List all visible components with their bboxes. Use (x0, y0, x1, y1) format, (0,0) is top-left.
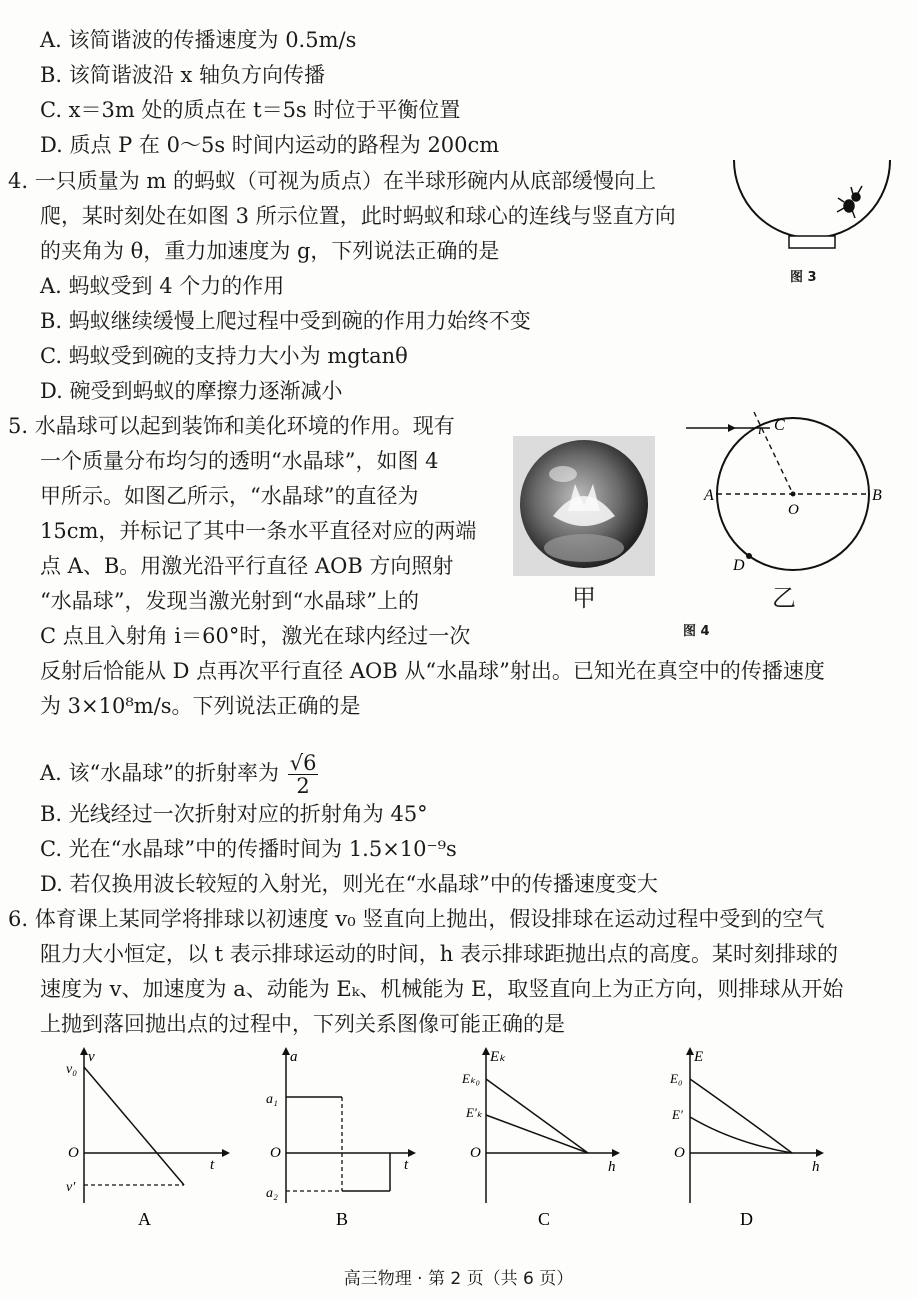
graph-a-y-label: v (88, 1049, 95, 1065)
q3-option-a: A. 该简谐波的传播速度为 0.5m/s (40, 28, 357, 52)
figure-4-label-yi: 乙 (772, 584, 796, 612)
q5-option-d: D. 若仅换用波长较短的入射光，则光在“水晶球”中的传播速度变大 (40, 872, 658, 896)
figure-3-bowl (722, 150, 902, 260)
graph-d-id: D (740, 1209, 753, 1229)
graph-b-id: B (336, 1209, 349, 1229)
q6-stem-line-3: 速度为 v、加速度为 a、动能为 Eₖ、机械能为 E，取竖直向上为正方向，则排球从开始 (40, 977, 844, 1001)
q6-stem-line-2: 阻力大小恒定，以 t 表示排球运动的时间，h 表示排球距抛出点的高度。某时刻排球的 (40, 942, 838, 966)
graph-d-e0-label: E₀ (670, 1071, 683, 1086)
fraction (288, 752, 319, 797)
page-footer: 高三物理 · 第 2 页（共 6 页） (343, 1269, 574, 1289)
q3-option-d: D. 质点 P 在 0～5s 时间内运动的路程为 200cm (40, 133, 500, 157)
q5-stem-line-6: “水晶球”，发现当激光射到“水晶球”上的 (40, 589, 419, 613)
graph-d-x-label: h (812, 1159, 820, 1175)
graph-b-a1-label: a₁ (266, 1092, 278, 1107)
q5-stem-line-3: 甲所示。如图乙所示，“水晶球”的直径为 (40, 484, 419, 508)
graph-c-id: C (538, 1209, 551, 1229)
crystal-ball-photo (513, 436, 655, 576)
graph-d-eprime-label: E′ (672, 1107, 683, 1122)
graph-a-x-label: t (210, 1157, 215, 1173)
figure-4-ray-diagram (680, 410, 895, 580)
graph-c-ek0-label: Eₖ₀ (462, 1071, 480, 1086)
q5-stem-line-2: 一个质量分布均匀的透明“水晶球”，如图 4 (40, 449, 439, 473)
graph-a-velocity-time (60, 1045, 240, 1235)
point-c-label: C (774, 417, 785, 434)
q5-option-b: B. 光线经过一次折射对应的折射角为 45° (40, 802, 428, 826)
graph-c-ekprime-label: E′ₖ (466, 1105, 483, 1120)
graph-a-origin: O (68, 1145, 79, 1161)
q5-stem-line-7: C 点且入射角 i＝60°时，激光在球内经过一次 (40, 624, 471, 648)
q3-option-c: C. x＝3m 处的质点在 t＝5s 时位于平衡位置 (40, 98, 461, 122)
graph-b-acceleration-time (262, 1045, 442, 1235)
graph-d-mechanical-energy-height (664, 1045, 844, 1235)
q5-option-c: C. 光在“水晶球”中的传播时间为 1.5×10⁻⁹s (40, 837, 457, 861)
q4-option-b: B. 蚂蚁继续缓慢上爬过程中受到碗的作用力始终不变 (40, 309, 531, 333)
q4-stem-line-2: 爬，某时刻处在如图 3 所示位置，此时蚂蚁和球心的连线与竖直方向 (40, 204, 676, 228)
graph-b-x-label: t (404, 1157, 409, 1173)
angle-i-label: i (758, 423, 762, 438)
graph-d-y-label: E (694, 1049, 704, 1065)
graph-a-id: A (138, 1209, 151, 1229)
graph-c-x-label: h (608, 1159, 616, 1175)
q4-option-c: C. 蚂蚁受到碗的支持力大小为 mgtanθ (40, 344, 408, 368)
q5-option-a (40, 752, 318, 797)
figure-4-label-jia: 甲 (572, 584, 596, 612)
fraction-numerator: √6 (289, 751, 317, 775)
graph-b-origin: O (270, 1145, 281, 1161)
q3-option-b: B. 该简谐波沿 x 轴负方向传播 (40, 63, 325, 87)
q5-option-a-text: A. 该“水晶球”的折射率为 (40, 761, 279, 785)
q5-stem-line-5: 点 A、B。用激光沿平行直径 AOB 方向照射 (40, 554, 454, 578)
graph-b-y-label: a (290, 1049, 298, 1065)
q4-stem-line-3: 的夹角为 θ，重力加速度为 g，下列说法正确的是 (40, 239, 500, 263)
fraction-denominator: 2 (296, 774, 310, 798)
figure-3-caption: 图 3 (790, 270, 817, 285)
q5-stem-line-8: 反射后恰能从 D 点再次平行直径 AOB 从“水晶球”射出。已知光在真空中的传播速度 (40, 659, 825, 683)
q4-option-d: D. 碗受到蚂蚁的摩擦力逐渐减小 (40, 379, 343, 403)
q5-stem-line-4: 15cm，并标记了其中一条水平直径对应的两端 (40, 519, 477, 543)
center-o-label: O (788, 502, 799, 518)
figure-4-caption: 图 4 (683, 624, 710, 639)
graph-c-origin: O (470, 1145, 481, 1161)
q5-stem-line-9: 为 3×10⁸m/s。下列说法正确的是 (40, 694, 361, 718)
q6-stem-line-4: 上抛到落回抛出点的过程中，下列关系图像可能正确的是 (40, 1012, 565, 1036)
graph-c-y-label: Eₖ (490, 1049, 506, 1065)
q6-stem-line-1: 6. 体育课上某同学将排球以初速度 v₀ 竖直向上抛出，假设排球在运动过程中受到的空气 (8, 907, 825, 931)
q5-stem-line-1: 5. 水晶球可以起到装饰和美化环境的作用。现有 (8, 414, 455, 438)
ant-icon (837, 186, 862, 218)
q4-stem-line-1: 4. 一只质量为 m 的蚂蚁（可视为质点）在半球形碗内从底部缓慢向上 (8, 169, 656, 193)
point-d-label: D (733, 557, 745, 574)
q4-option-a: A. 蚂蚁受到 4 个力的作用 (40, 274, 285, 298)
graph-b-a2-label: a₂ (266, 1186, 278, 1201)
graph-c-kinetic-energy-height (460, 1045, 640, 1235)
graph-a-v0-label: v₀ (66, 1062, 78, 1077)
point-a-label: A (704, 487, 714, 504)
graph-a-vprime-label: v′ (66, 1180, 76, 1195)
point-b-label: B (872, 487, 882, 504)
graph-d-origin: O (674, 1145, 685, 1161)
